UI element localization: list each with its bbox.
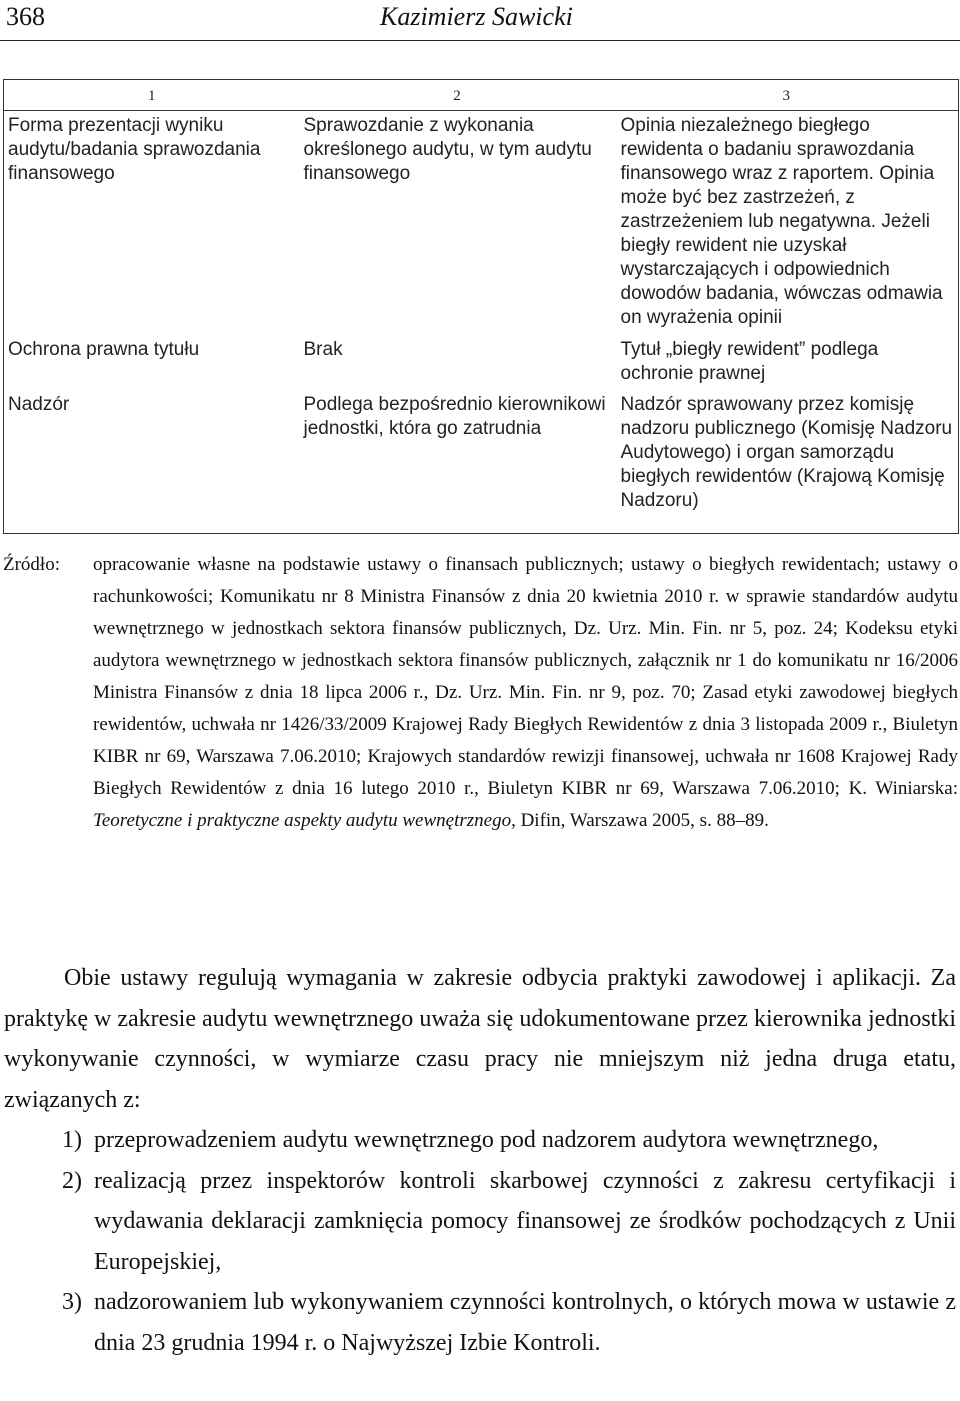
list-text: przeprowadzeniem audytu wewnętrznego pod nadzorem audytora wewnętrznego, bbox=[94, 1127, 879, 1153]
list-text: realizacją przez inspektorów kontroli skarbowej czynności z zakresu certyfikacji i wydawania deklaracji zamknięcia pomocy finansowej ze środków pochodzących z Unii Europejskiej, bbox=[94, 1167, 956, 1275]
list-item bbox=[4, 1161, 956, 1283]
column-number: 1 bbox=[4, 80, 300, 111]
column-number-row bbox=[4, 80, 959, 111]
table-cell: Tytuł „biegły rewident” podlega ochronie prawnej bbox=[620, 339, 879, 384]
running-title: Kazimierz Sawicki bbox=[380, 2, 573, 31]
table-cell: Ochrona prawna tytułu bbox=[8, 339, 200, 360]
table-row bbox=[4, 111, 959, 339]
numbered-list bbox=[4, 1120, 956, 1363]
page-header bbox=[0, 0, 960, 41]
list-text: nadzorowaniem lub wykonywaniem czynności kontrolnych, o których mowa w ustawie z dnia 23 grudnia 1994 r. o Najwyższej Izbie Kontroli. bbox=[94, 1289, 956, 1356]
source-tail: , Difin, Warszawa 2005, s. 88–89. bbox=[511, 810, 769, 831]
list-item bbox=[4, 1282, 956, 1363]
table-cell: Nadzór sprawowany przez komisję nadzoru publicznego (Komisję Nadzoru Audytowego) i organ samorządu biegłych rewidentów (Krajową Komisję Nadzoru) bbox=[620, 394, 953, 511]
column-number: 3 bbox=[615, 80, 959, 111]
table-row bbox=[4, 338, 959, 386]
table-cell: Nadzór bbox=[8, 394, 70, 415]
list-number: 2) bbox=[62, 1167, 82, 1194]
page-number: 368 bbox=[6, 2, 45, 31]
table-row bbox=[4, 386, 959, 534]
table-cell: Forma prezentacji wyniku audytu/badania sprawozdania finansowego bbox=[8, 115, 261, 184]
list-item bbox=[4, 1120, 956, 1161]
table-cell: Podlega bezpośrednio kierownikowi jednostki, która go zatrudnia bbox=[303, 394, 606, 439]
source-label: Źródło: bbox=[3, 554, 60, 575]
table-cell: Sprawozdanie z wykonania określonego audytu, w tym audytu finansowego bbox=[303, 115, 592, 184]
table-cell: Brak bbox=[303, 339, 343, 360]
column-number: 2 bbox=[300, 80, 615, 111]
body-text bbox=[4, 958, 956, 1363]
source-body: opracowanie własne na podstawie ustawy o finansach publicznych; ustawy o biegłych rewidentach; ustawy o rachunkowości; Komunikatu nr 8 Ministra Finansów z dnia 20 kwietnia 2010 r. w sprawie standardów audytu wewnętrznego w jednostkach sektora finansów publicznych, Dz. Urz. Min. Fin. nr 5, poz. 24; Kodeksu etyki audytora wewnętrznego w jednostkach sektora finansów publicznych, załącznik nr 1 do komunikatu nr 16/2006 Ministra Finansów z dnia 18 lipca 2006 r., Dz. Urz. Min. Fin. nr 9, poz. 70; Zasad etyki zawodowej biegłych rewidentów, uchwała nr 1426/33/2009 Krajowej Rady Biegłych Rewidentów z dnia 3 listopada 2009 r., Biuletyn KIBR nr 69, Warszawa 7.06.2010; Krajowych standardów rewizji finansowej, uchwała nr 1608 Krajowej Rady Biegłych Rewidentów z dnia 16 lutego 2010 r., Biuletyn KIBR nr 69, Warszawa 7.06.2010; K. Winiarska: bbox=[93, 554, 958, 799]
source-text bbox=[93, 549, 958, 837]
source-title-italic: Teoretyczne i praktyczne aspekty audytu wewnętrznego bbox=[93, 810, 512, 831]
source-note bbox=[3, 549, 958, 837]
paragraph: Obie ustawy regulują wymagania w zakresie odbycia praktyki zawodowej i aplikacji. Za praktykę w zakresie audytu wewnętrznego uważa się udokumentowane przez kierownika jednostki wykonywanie czynności, w wymiarze czasu pracy nie mniejszym niż jedna druga etatu, związanych z: bbox=[4, 965, 956, 1113]
comparison-table bbox=[3, 79, 958, 534]
list-number: 3) bbox=[62, 1289, 82, 1315]
list-number: 1) bbox=[62, 1127, 82, 1153]
table-cell: Opinia niezależnego biegłego rewidenta o badaniu sprawozdania finansowego wraz z raportem. Opinia może być bez zastrzeżeń, z zastrzeżeniem lub negatywna. Jeżeli biegły rewident nie uzyskał wystarczających i odpowiednich dowodów badania, wówczas odmawia on wyrażenia opinii bbox=[620, 115, 943, 328]
